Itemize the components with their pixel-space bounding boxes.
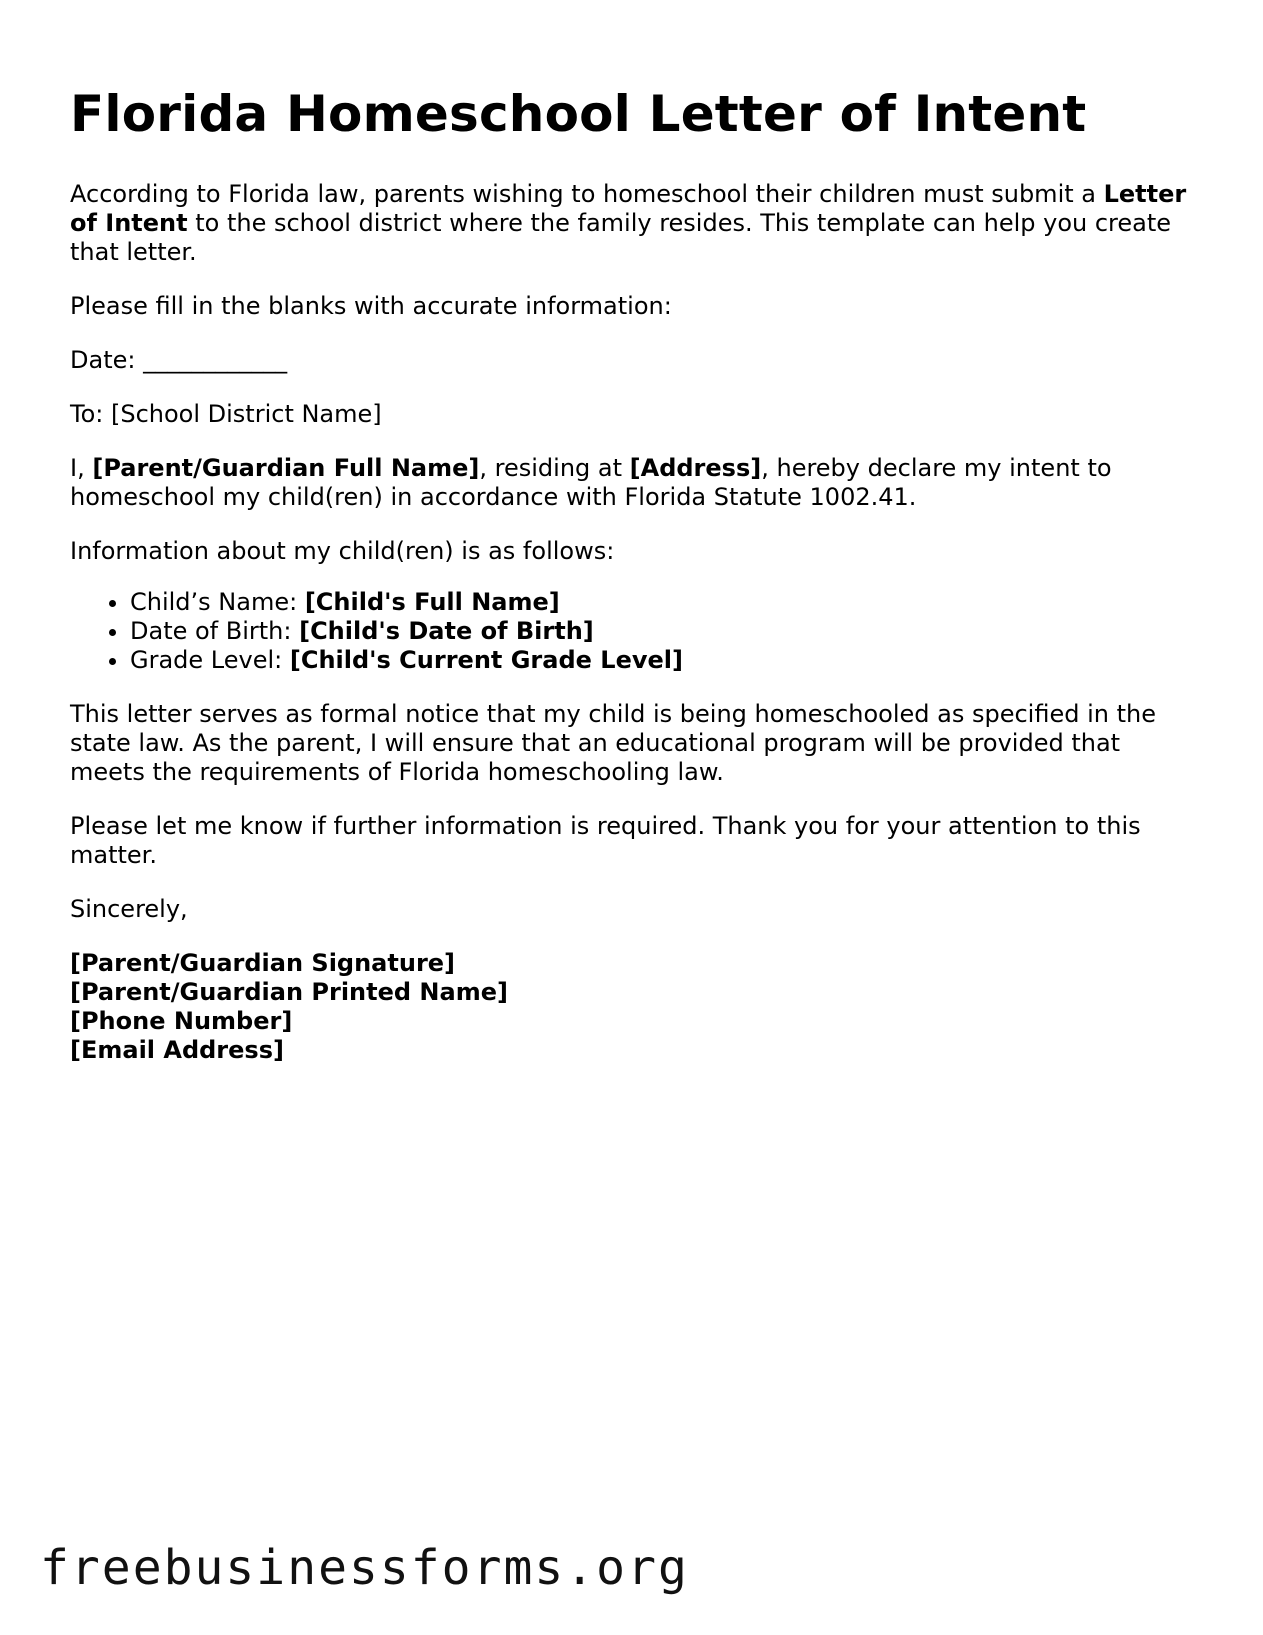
intro-text-start: According to Florida law, parents wishing to homeschool their children must submit a — [70, 180, 1104, 208]
email-address-line: [Email Address] — [70, 1036, 284, 1064]
instruction-paragraph: Please fill in the blanks with accurate information: — [70, 292, 672, 320]
printed-name-line: [Parent/Guardian Printed Name] — [70, 978, 508, 1006]
date-line — [70, 346, 1200, 375]
document-page — [70, 84, 1200, 1065]
child-dob-label: Date of Birth: — [130, 617, 300, 645]
signature-block — [70, 949, 1200, 1065]
list-item — [130, 617, 1200, 646]
notice-paragraph: This letter serves as formal notice that my child is being homeschooled as specified in the state law. As the parent, I will ensure that an educational program will be provided that meets the requirements of Florida homeschooling law. — [70, 700, 1156, 786]
child-grade-label: Grade Level: — [130, 646, 290, 674]
page-title: Florida Homeschool Letter of Intent — [70, 85, 1087, 143]
to-line: To: [School District Name] — [70, 400, 382, 428]
children-intro: Information about my child(ren) is as follows: — [70, 537, 615, 565]
intro-text-end: to the school district where the family resides. This template can help you create that letter. — [70, 209, 1172, 266]
intro-letter-of-intent: Letter of Intent — [70, 180, 1187, 237]
declaration-paragraph — [70, 454, 1200, 512]
sign-off: Sincerely, — [70, 895, 188, 923]
watermark: freebusinessforms.org — [40, 1540, 689, 1596]
declaration-text-3: , hereby declare my intent to homeschool my child(ren) in accordance with Florida Statute 1002.41. — [70, 454, 1112, 511]
list-item — [130, 646, 1200, 675]
child-dob-placeholder: [Child's Date of Birth] — [299, 617, 594, 645]
phone-number-line: [Phone Number] — [70, 1007, 293, 1035]
declaration-text-1: I, — [70, 454, 93, 482]
children-info-list — [70, 588, 1200, 675]
signature-line: [Parent/Guardian Signature] — [70, 949, 456, 977]
closing-request-paragraph: Please let me know if further information is required. Thank you for your attention to this matter. — [70, 812, 1141, 869]
child-name-label: Child’s Name: — [130, 588, 305, 616]
list-item — [130, 588, 1200, 617]
child-grade-placeholder: [Child's Current Grade Level] — [289, 646, 683, 674]
child-name-placeholder: [Child's Full Name] — [304, 588, 560, 616]
date-blank: ____________ — [143, 346, 288, 374]
declaration-text-2: , residing at — [479, 454, 630, 482]
intro-paragraph — [70, 180, 1200, 267]
parent-name-placeholder: [Parent/Guardian Full Name] — [92, 454, 480, 482]
date-label: Date: — [70, 346, 144, 374]
address-placeholder: [Address] — [629, 454, 762, 482]
